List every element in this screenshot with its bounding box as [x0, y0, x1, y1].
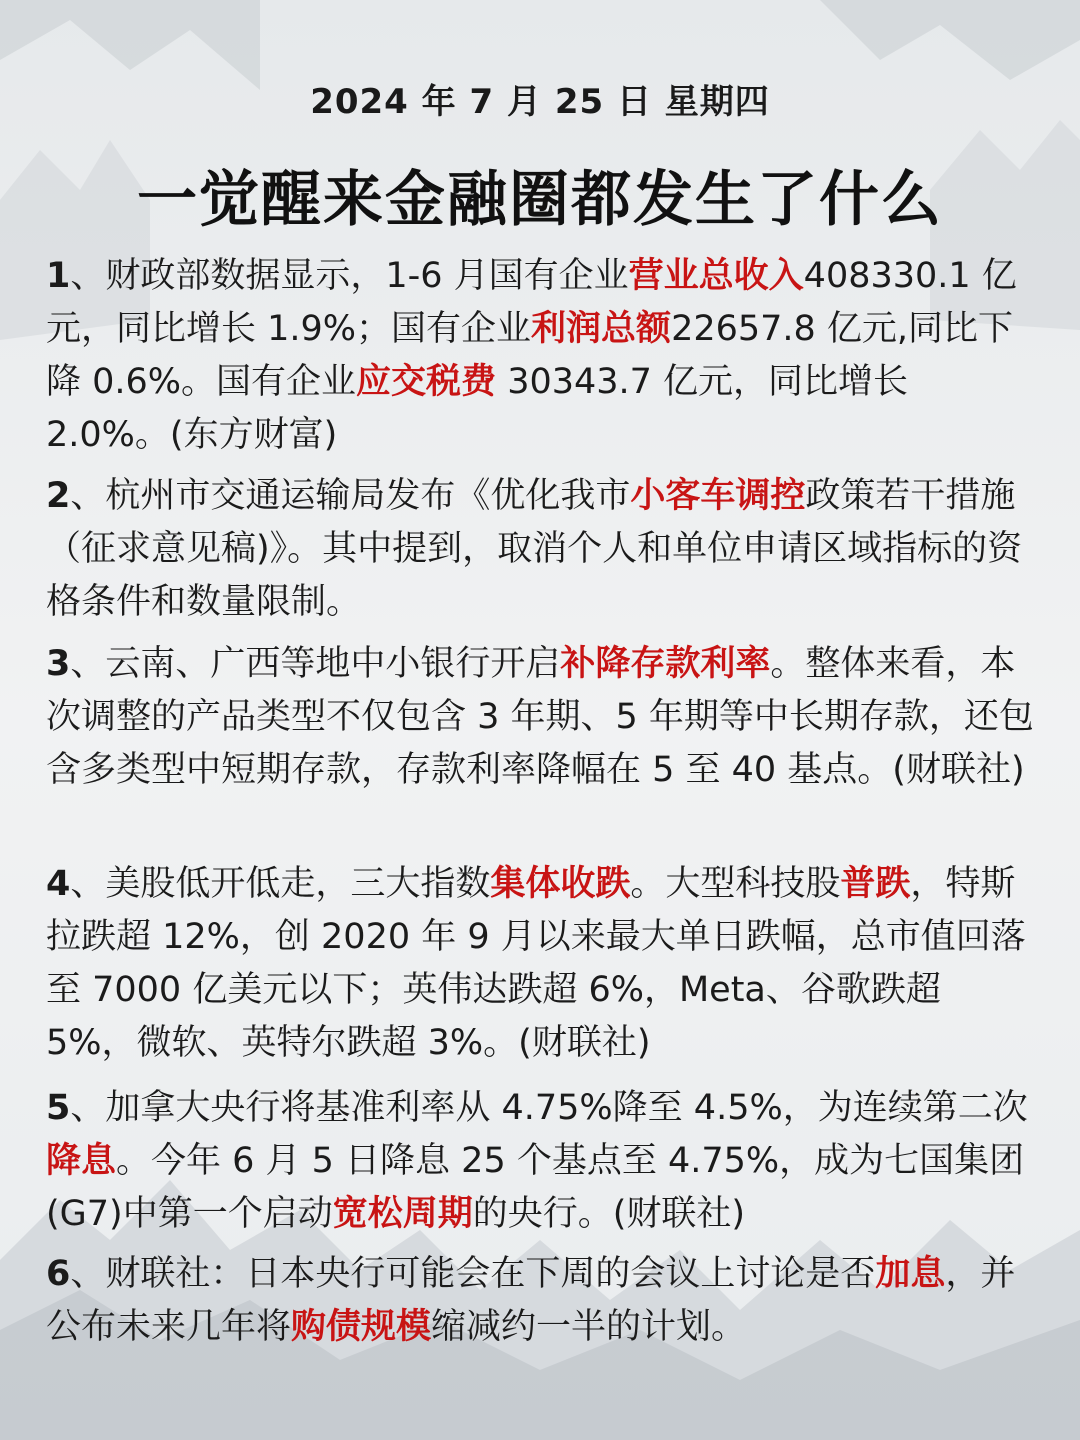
item-text: 22657.8 亿元,同比下降 0.6%。国有企业 — [46, 309, 1014, 402]
highlight-text: 加息 — [875, 1254, 946, 1294]
highlight-text: 小客车调控 — [630, 476, 806, 516]
item-number: 5 — [46, 1088, 71, 1128]
item-text: 缩减约一半的计划。 — [431, 1307, 747, 1347]
highlight-text: 营业总收入 — [628, 256, 804, 296]
highlight-text: 利润总额 — [531, 309, 672, 349]
highlight-text: 降息 — [46, 1141, 117, 1181]
item-number: 2 — [46, 476, 71, 516]
item-text: 30343.7 亿元，同比增长 2.0%。(东方财富) — [46, 362, 909, 455]
item-text: 、财政部数据显示，1-6 月国有企业 — [70, 256, 629, 296]
item-number: 1 — [46, 256, 71, 296]
item-text: 的央行。(财联社) — [472, 1194, 746, 1234]
highlight-text: 购债规模 — [291, 1307, 432, 1347]
item-text: 、美股低开低走，三大指数 — [70, 864, 491, 904]
highlight-text: 补降存款利率 — [560, 644, 771, 684]
news-item-2 — [46, 470, 1036, 629]
date-line: 2024 年 7 月 25 日 星期四 — [310, 82, 770, 122]
item-text: 、财联社：日本央行可能会在下周的会议上讨论是否 — [70, 1254, 876, 1294]
item-text: 。今年 6 月 5 日降息 25 个基点至 4.75%，成为七国集团(G7)中第一个启动 — [46, 1141, 1025, 1234]
highlight-text: 普跌 — [840, 864, 911, 904]
item-text: 政策若干措施（征求意见稿)》。其中提到，取消个人和单位申请区域指标的资格条件和数量限制。 — [46, 476, 1023, 622]
news-item-4 — [46, 858, 1036, 1070]
item-number: 4 — [46, 864, 71, 904]
highlight-text: 应交税费 — [356, 362, 497, 402]
news-item-6 — [46, 1248, 1036, 1354]
item-text: 、加拿大央行将基准利率从 4.75%降至 4.5%，为连续第二次 — [70, 1088, 1028, 1128]
item-text: 408330.1 亿元，同比增长 1.9%；国有企业 — [46, 256, 1017, 349]
item-text: 。整体来看，本次调整的产品类型不仅包含 3 年期、5 年期等中长期存款，还包含多类型中短期存款，存款利率降幅在 5 至 40 基点。(财联社) — [46, 644, 1034, 790]
news-item-3 — [46, 638, 1036, 797]
highlight-text: 宽松周期 — [332, 1194, 473, 1234]
item-text: 、杭州市交通运输局发布《优化我市 — [70, 476, 631, 516]
item-text: 、云南、广西等地中小银行开启 — [70, 644, 561, 684]
news-item-1 — [46, 250, 1036, 462]
page-title: 一觉醒来金融圈都发生了什么 — [137, 165, 943, 235]
highlight-text: 集体收跌 — [490, 864, 631, 904]
item-text: 。大型科技股 — [630, 864, 841, 904]
item-text: ，特斯拉跌超 12%，创 2020 年 9 月以来最大单日跌幅，总市值回落至 7000 亿美元以下；英伟达跌超 6%，Meta、谷歌跌超 5%，微软、英特尔跌超 3%。(财联社) — [46, 864, 1026, 1063]
news-item-5 — [46, 1082, 1036, 1241]
item-number: 3 — [46, 644, 71, 684]
item-number: 6 — [46, 1254, 71, 1294]
item-text: ，并公布未来几年将 — [46, 1254, 1016, 1347]
